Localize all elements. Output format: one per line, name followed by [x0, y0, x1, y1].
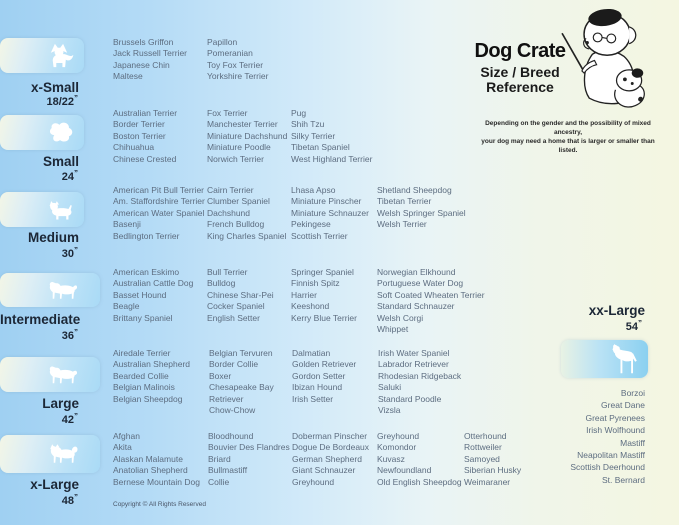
size-panel-small — [0, 115, 84, 150]
breed-item: Chinese Shar-Pei — [207, 289, 274, 300]
breed-item: Rhodesian Ridgeback — [378, 370, 462, 381]
breed-item: Welsh Corgi — [377, 312, 424, 323]
breed-item: Border Terrier — [113, 119, 165, 130]
size-inches — [0, 328, 77, 342]
breed-item: Akita — [113, 442, 132, 453]
breed-item: Basenji — [113, 219, 141, 230]
breed-item: Gordon Setter — [292, 370, 346, 381]
breed-item: Australian Cattle Dog — [113, 278, 194, 289]
breed-column — [207, 37, 268, 83]
breed-item: Toy Fox Terrier — [207, 59, 264, 70]
breed-item: Portuguese Water Dog — [377, 278, 464, 289]
breed-item: American Eskimo — [113, 267, 180, 277]
breed-column — [113, 37, 187, 83]
size-label: Intermediate — [0, 312, 81, 327]
size-inches — [0, 94, 77, 108]
page-title: Dog Crate — [474, 40, 566, 62]
inches-value: 48 — [61, 495, 74, 507]
breed-item: Anatolian Shepherd — [113, 465, 188, 476]
breed-item: English Setter — [207, 312, 260, 323]
breed-item: Keeshond — [291, 301, 330, 312]
breed-item: Irish Water Spaniel — [378, 348, 450, 358]
breed-item: Harrier — [291, 289, 317, 300]
breed-item: Chesapeake Bay Retriever — [209, 382, 274, 404]
inches-unit: ” — [638, 319, 641, 328]
breed-item: Great Dane — [601, 400, 645, 411]
breed-item: Miniature Pinscher — [291, 196, 362, 207]
breed-item: Doberman Pinscher — [292, 431, 368, 441]
breed-column — [113, 108, 177, 165]
inches-value: 54 — [625, 321, 638, 333]
shih-tzu-silhouette-icon — [46, 120, 74, 145]
breed-item: Standard Schnauzer — [377, 301, 455, 312]
breed-item: Dogue De Bordeaux — [292, 442, 370, 453]
breed-item: Pomeranian — [207, 48, 253, 59]
breed-item: Belgian Sheepdog — [113, 393, 183, 404]
breed-column — [291, 185, 369, 242]
breed-item: Brittany Spaniel — [113, 312, 173, 323]
size-panel-x-small — [0, 38, 84, 73]
breed-item: Basset Hound — [113, 289, 167, 300]
breed-item: Tibetan Terrier — [377, 196, 432, 207]
breed-item: Cairn Terrier — [207, 185, 254, 195]
breed-item: Rottweiler — [464, 442, 502, 453]
breed-item: Silky Terrier — [291, 130, 336, 141]
breed-item: Papillon — [207, 37, 238, 47]
breed-item: Bearded Collie — [113, 370, 169, 381]
size-label: Medium — [27, 230, 79, 245]
size-panel-xx-large — [561, 340, 648, 378]
breed-item: Finnish Spitz — [291, 278, 340, 289]
inches-unit: ” — [74, 493, 77, 502]
inches-unit: ” — [74, 412, 77, 421]
size-label: x-Large — [30, 477, 79, 492]
breed-item: Komondor — [377, 442, 417, 453]
note-line: your dog may need a home that is larger or smaller than listed. — [481, 138, 655, 154]
breed-item: Labrador Retriever — [378, 359, 449, 370]
breed-item: King Charles Spaniel — [207, 230, 287, 241]
breed-column — [209, 348, 291, 416]
breed-column — [378, 348, 461, 416]
inches-value: 36 — [61, 330, 74, 342]
breed-item: Ibizan Hound — [292, 382, 343, 393]
breed-column — [207, 108, 287, 165]
breed-item: Norwegian Elkhound — [377, 267, 456, 277]
breed-column — [377, 267, 485, 335]
breed-column — [207, 267, 274, 324]
breed-item: Vizsla — [378, 405, 401, 416]
breed-item: Scottish Terrier — [291, 230, 348, 241]
inches-value: 18/22 — [46, 96, 74, 108]
breed-item: Chinese Crested — [113, 153, 177, 164]
breed-item: Giant Schnauzer — [292, 465, 356, 476]
breed-item: Alaskan Malamute — [113, 453, 183, 464]
breed-column — [291, 108, 372, 165]
subtitle-line: Size / Breed — [480, 64, 560, 80]
breed-item: Yorkshire Terrier — [207, 71, 269, 82]
breed-item: Borzoi — [620, 388, 645, 398]
breed-item: Collie — [208, 476, 230, 487]
breed-item: Miniature Schnauzer — [291, 207, 369, 218]
breed-item: Japanese Chin — [113, 59, 170, 70]
breed-item: Lhasa Apso — [291, 185, 336, 195]
copyright-text: Copyright © All Rights Reserved — [113, 501, 206, 508]
breed-item: Fox Terrier — [207, 108, 248, 118]
breed-item: Standard Poodle — [378, 393, 442, 404]
breed-column — [113, 267, 193, 324]
terrier-silhouette-icon — [44, 196, 74, 223]
spaniel-silhouette-icon — [46, 277, 78, 303]
breed-item: Chow-Chow — [209, 405, 256, 416]
breed-item: Australian Terrier — [113, 108, 178, 118]
breed-column — [464, 431, 521, 488]
size-inches — [626, 319, 641, 333]
breed-item: Border Collie — [209, 359, 259, 370]
breed-column — [292, 431, 369, 488]
breed-column — [207, 185, 286, 242]
breed-item: Belgian Malinois — [113, 382, 175, 393]
breed-column — [292, 348, 356, 405]
breed-item: Boxer — [209, 370, 232, 381]
breed-column — [377, 185, 466, 231]
breed-item: Pekingese — [291, 219, 331, 230]
breed-item: Greyhound — [377, 431, 420, 441]
breed-item: French Bulldog — [207, 219, 265, 230]
breed-item: Cocker Spaniel — [207, 301, 265, 312]
breed-item: American Pit Bull Terrier — [113, 185, 205, 195]
size-inches — [0, 493, 77, 507]
size-panel-x-large — [0, 435, 100, 473]
breed-item: Irish Wolfhound — [586, 425, 645, 436]
breed-item: Welsh Terrier — [377, 219, 427, 230]
breed-item: Chihuahua — [113, 142, 155, 153]
inches-value: 24 — [61, 171, 74, 183]
breed-item: Newfoundland — [377, 465, 432, 476]
size-panel-intermediate — [0, 273, 100, 307]
breed-item: American Water Spaniel — [113, 207, 205, 218]
breed-item: Scottish Deerhound — [570, 462, 645, 473]
breed-item: Bloodhound — [208, 431, 254, 441]
breed-item: Belgian Tervuren — [209, 348, 273, 358]
breed-item: West Highland Terrier — [291, 153, 373, 164]
akita-silhouette-icon — [46, 439, 78, 468]
breed-item: Neapolitan Mastiff — [577, 450, 645, 461]
breed-item: Am. Staffordshire Terrier — [113, 196, 205, 207]
breed-column — [570, 387, 645, 486]
breed-item: Norwich Terrier — [207, 153, 264, 164]
inches-value: 30 — [61, 248, 74, 260]
disclaimer-note — [478, 119, 658, 155]
size-label: xx-Large — [588, 303, 645, 318]
size-label: Large — [42, 396, 79, 411]
breed-item: Soft Coated Wheaten Terrier — [377, 289, 485, 300]
size-inches — [0, 412, 77, 426]
subtitle-line: Reference — [486, 79, 554, 95]
breed-item: Maltese — [113, 71, 143, 82]
inches-unit: ” — [74, 94, 77, 103]
breed-item: Brussels Griffon — [113, 37, 174, 47]
breed-item: German Shepherd — [292, 453, 362, 464]
breed-item: Golden Retriever — [292, 359, 357, 370]
breed-item: Miniature Poodle — [207, 142, 271, 153]
breed-column — [291, 267, 357, 324]
breed-item: Bull Terrier — [207, 267, 248, 277]
breed-item: Shih Tzu — [291, 119, 325, 130]
breed-column — [113, 348, 190, 405]
size-panel-large — [0, 357, 100, 392]
breed-item: Boston Terrier — [113, 130, 166, 141]
breed-item: Bedlington Terrier — [113, 230, 180, 241]
teacher-dog-illustration — [552, 6, 658, 116]
breed-item: Kerry Blue Terrier — [291, 312, 357, 323]
great-dane-silhouette-icon — [605, 342, 641, 377]
breed-item: Beagle — [113, 301, 140, 312]
breed-item: Briard — [208, 453, 231, 464]
inches-value: 42 — [61, 414, 74, 426]
breed-item: St. Bernard — [602, 474, 645, 485]
inches-unit: ” — [74, 246, 77, 255]
breed-item: Afghan — [113, 431, 140, 441]
breed-item: Whippet — [377, 324, 409, 335]
breed-column — [113, 431, 200, 488]
breed-item: Weimaraner — [464, 476, 511, 487]
size-label: Small — [42, 154, 79, 169]
size-inches — [0, 169, 77, 183]
breed-item: Clumber Spaniel — [207, 196, 270, 207]
breed-item: Miniature Dachshund — [207, 130, 288, 141]
breed-item: Bullmastiff — [208, 465, 248, 476]
size-label: x-Small — [30, 80, 79, 95]
breed-item: Bulldog — [207, 278, 236, 289]
breed-item: Kuvasz — [377, 453, 405, 464]
breed-item: Greyhound — [292, 476, 335, 487]
breed-item: Jack Russell Terrier — [113, 48, 188, 59]
breed-item: Shetland Sheepdog — [377, 185, 452, 195]
breed-item: Saluki — [378, 382, 402, 393]
inches-unit: ” — [74, 328, 77, 337]
breed-item: Great Pyrenees — [585, 412, 645, 423]
note-line: Depending on the gender and the possibility of mixed ancestry, — [485, 120, 651, 136]
breed-item: Dachshund — [207, 207, 251, 218]
breed-item: Bernese Mountain Dog — [113, 476, 200, 487]
toy-dog-silhouette-icon — [44, 41, 74, 70]
size-inches — [0, 246, 77, 260]
breed-item: Otterhound — [464, 431, 507, 441]
breed-item: Airedale Terrier — [113, 348, 171, 358]
breed-item: Mastiff — [620, 437, 645, 448]
breed-item: Bouvier Des Flandres — [208, 442, 290, 453]
breed-item: Old English Sheepdog — [377, 476, 462, 487]
breed-column — [113, 185, 205, 242]
size-panel-medium — [0, 192, 84, 227]
inches-unit: ” — [74, 169, 77, 178]
breed-item: Springer Spaniel — [291, 267, 354, 277]
retriever-silhouette-icon — [46, 361, 78, 388]
breed-item: Dalmatian — [292, 348, 331, 358]
breed-item: Welsh Springer Spaniel — [377, 207, 466, 218]
breed-item: Pug — [291, 108, 307, 118]
breed-item: Manchester Terrier — [207, 119, 278, 130]
breed-item: Australian Shepherd — [113, 359, 191, 370]
breed-item: Irish Setter — [292, 393, 334, 404]
breed-column — [377, 431, 462, 488]
breed-item: Samoyed — [464, 453, 500, 464]
breed-item: Siberian Husky — [464, 465, 522, 476]
breed-item: Tibetan Spaniel — [291, 142, 350, 153]
breed-column — [208, 431, 290, 488]
